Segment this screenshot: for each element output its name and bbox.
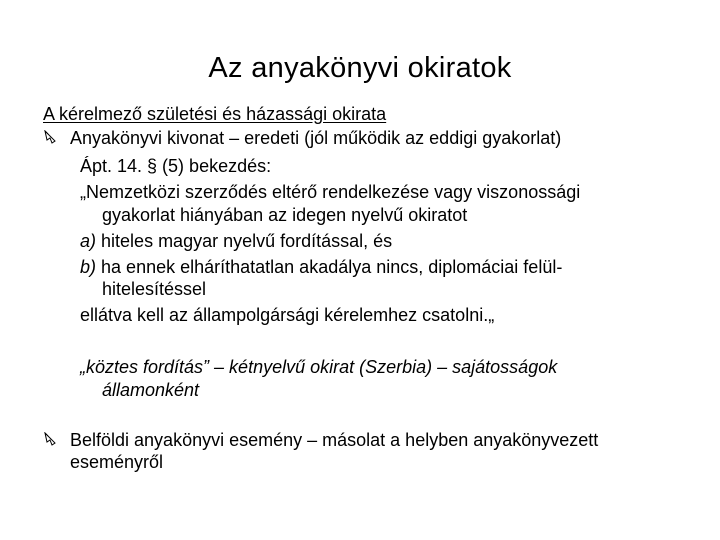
item-b-line-1: ha ennek elháríthatatlan akadálya nincs, diplomáciai felül- <box>101 257 563 277</box>
item-a <box>80 230 392 252</box>
bullet-2-line-1: Belföldi anyakönyvi esemény – másolat a helyben anyakönyvezett <box>70 430 599 450</box>
quote-line-2: gyakorlat hiányában az idegen nyelvű okiratot <box>102 205 468 225</box>
quote-closing: ellátva kell az állampolgársági kérelemhez csatolni.„ <box>80 305 495 325</box>
item-b <box>80 256 562 278</box>
bullet-2-line-2: eseményről <box>70 452 164 472</box>
quote-line-1: „Nemzetközi szerződés eltérő rendelkezése vagy viszonossági <box>80 182 581 202</box>
item-b-line-2: hitelesítéssel <box>102 279 207 299</box>
item-a-marker: a) <box>80 231 97 251</box>
item-a-text: hiteles magyar nyelvű fordítással, és <box>101 231 393 251</box>
section-subtitle: A kérelmező születési és házassági okirata <box>43 104 387 124</box>
item-b-marker: b) <box>80 257 97 277</box>
law-reference: Ápt. 14. § (5) bekezdés: <box>80 156 272 176</box>
pin-arrow-icon <box>43 130 57 144</box>
bullet-1-text: Anyakönyvi kivonat – eredeti (jól működik az eddigi gyakorlat) <box>70 128 562 148</box>
note-line-2: államonként <box>102 380 200 400</box>
pin-arrow-icon <box>43 432 57 446</box>
page-title: Az anyakönyvi okiratok <box>208 52 512 84</box>
note-line-1: „köztes fordítás” – kétnyelvű okirat (Szerbia) – sajátosságok <box>80 357 558 377</box>
